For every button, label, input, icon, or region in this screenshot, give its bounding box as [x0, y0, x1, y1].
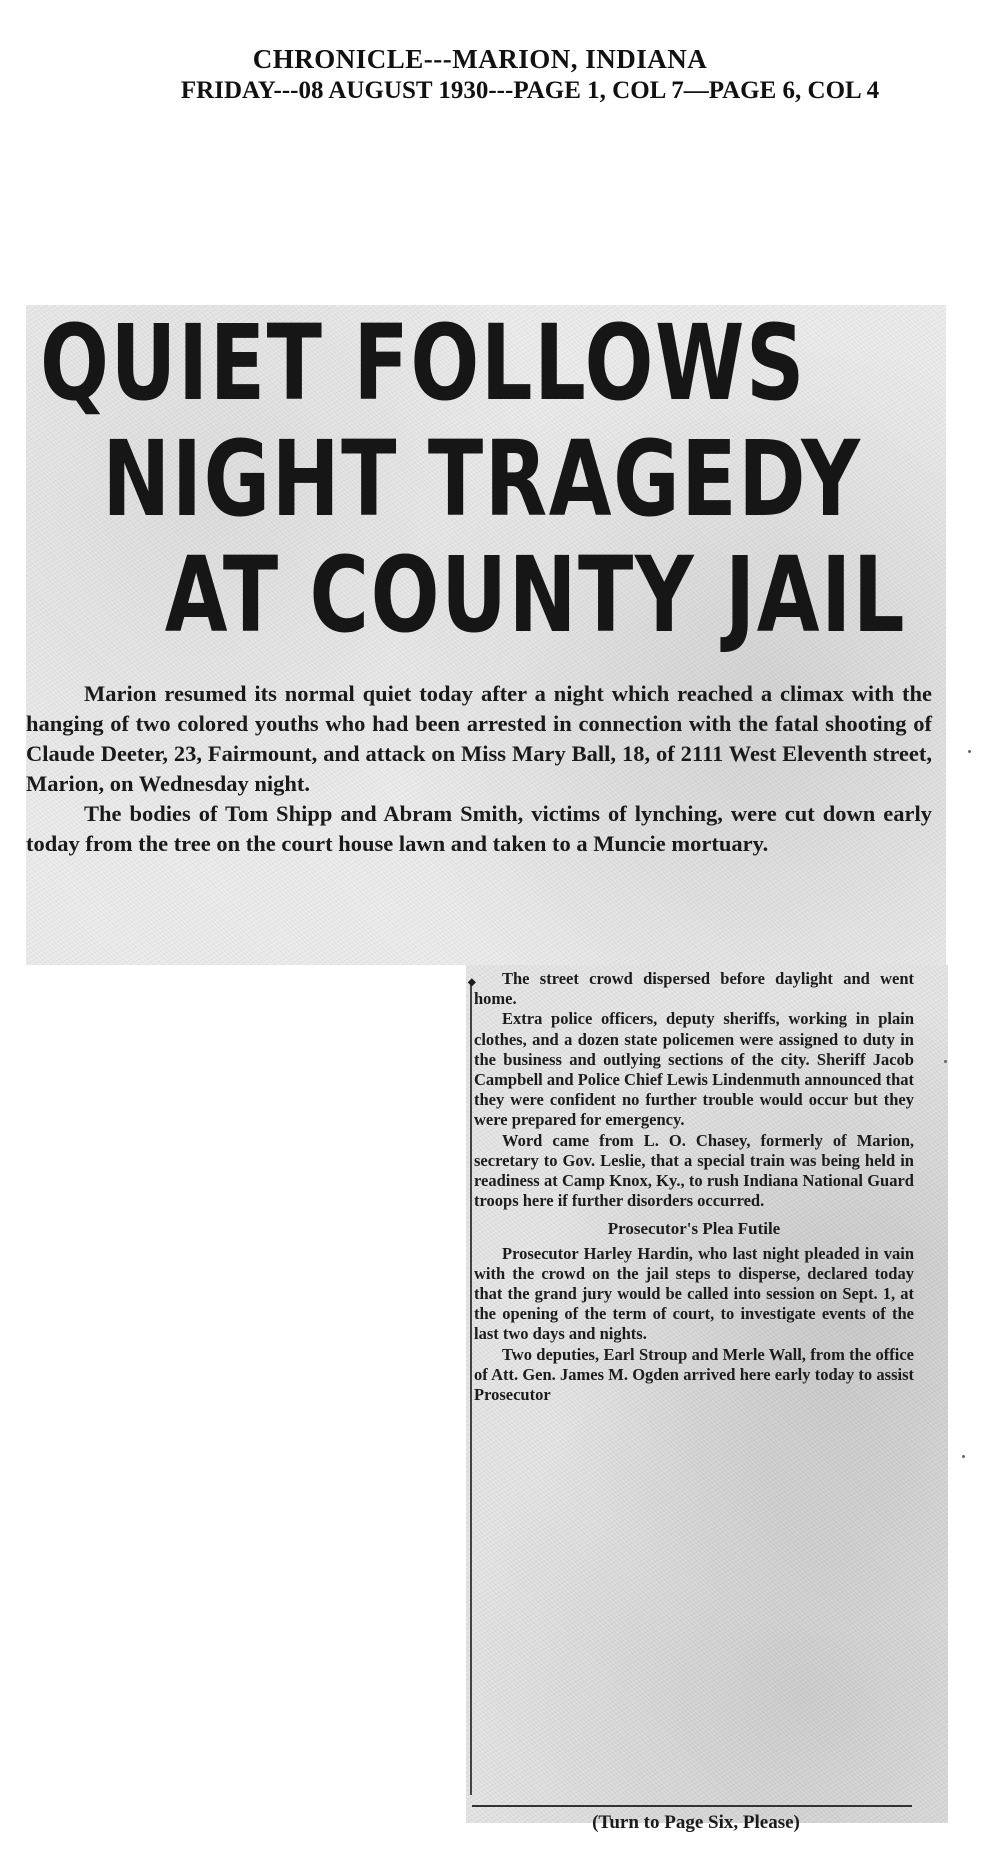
column-paragraph-3: Word came from L. O. Chasey, formerly of Marion, secretary to Gov. Leslie, that a special train was being held in readiness at Camp Knox, Ky., to rush Indiana National Guard troops here if further disorders occurred.: [474, 1130, 914, 1211]
newspaper-clipping: [26, 302, 968, 1833]
column-paragraph-1: The street crowd dispersed before daylight and went home.: [474, 969, 914, 1009]
lead-paragraphs: [26, 679, 932, 859]
masthead-date-line: FRIDAY---08 AUGUST 1930---PAGE 1, COL 7—PAGE 6, COL 4: [180, 77, 880, 104]
headline-line-2: NIGHT TRAGEDY: [102, 418, 862, 540]
column-paragraph-5: Two deputies, Earl Stroup and Merle Wall, from the office of Att. Gen. James M. Ogden arrived here early today to assist Prosecutor: [474, 1344, 914, 1405]
column-rule: [470, 985, 472, 1795]
masthead: [0, 44, 1000, 105]
jump-line: (Turn to Page Six, Please): [592, 1812, 800, 1833]
paper-speck: [968, 750, 971, 753]
column-subhead: Prosecutor's Plea Futile: [607, 1219, 781, 1239]
article-column: [468, 969, 914, 1405]
masthead-paper-line: CHRONICLE---MARION, INDIANA: [252, 44, 708, 74]
paper-speck: [944, 1060, 947, 1063]
column-paragraph-2: Extra police officers, deputy sheriffs, working in plain clothes, and a dozen state policemen were assigned to duty in the business and outlying sections of the city. Sheriff Jacob Campbell and Police Chief Lewis Lindenmuth announced that they were confident no further trouble would occur but they were prepared for emergency.: [474, 1009, 914, 1130]
lead-paragraph-2: The bodies of Tom Shipp and Abram Smith, victims of lynching, were cut down early today from the tree on the court house lawn and taken to a Muncie mortuary.: [26, 801, 932, 856]
headline-line-1: QUIET FOLLOWS: [40, 302, 807, 424]
headline-line-3: AT COUNTY JAIL: [164, 534, 907, 656]
column-paragraph-4: Prosecutor Harley Hardin, who last night pleaded in vain with the crowd on the jail steps to disperse, declared today that the grand jury would be called into session on Sept. 1, at the opening of the term of court, to investigate events of the last two days and nights.: [474, 1243, 914, 1344]
paper-speck: [962, 1455, 965, 1458]
jump-rule: [472, 1805, 912, 1807]
lead-paragraph-1: Marion resumed its normal quiet today after a night which reached a climax with the hanging of two colored youths who had been arrested in connection with the fatal shooting of Claude Deeter, 23, Fairmount, and attack on Miss Mary Ball, 18, of 2111 West Eleventh street, Marion, on Wednesday night.: [26, 681, 932, 796]
bullet-icon: ◆: [468, 977, 476, 988]
headline: [40, 302, 907, 659]
